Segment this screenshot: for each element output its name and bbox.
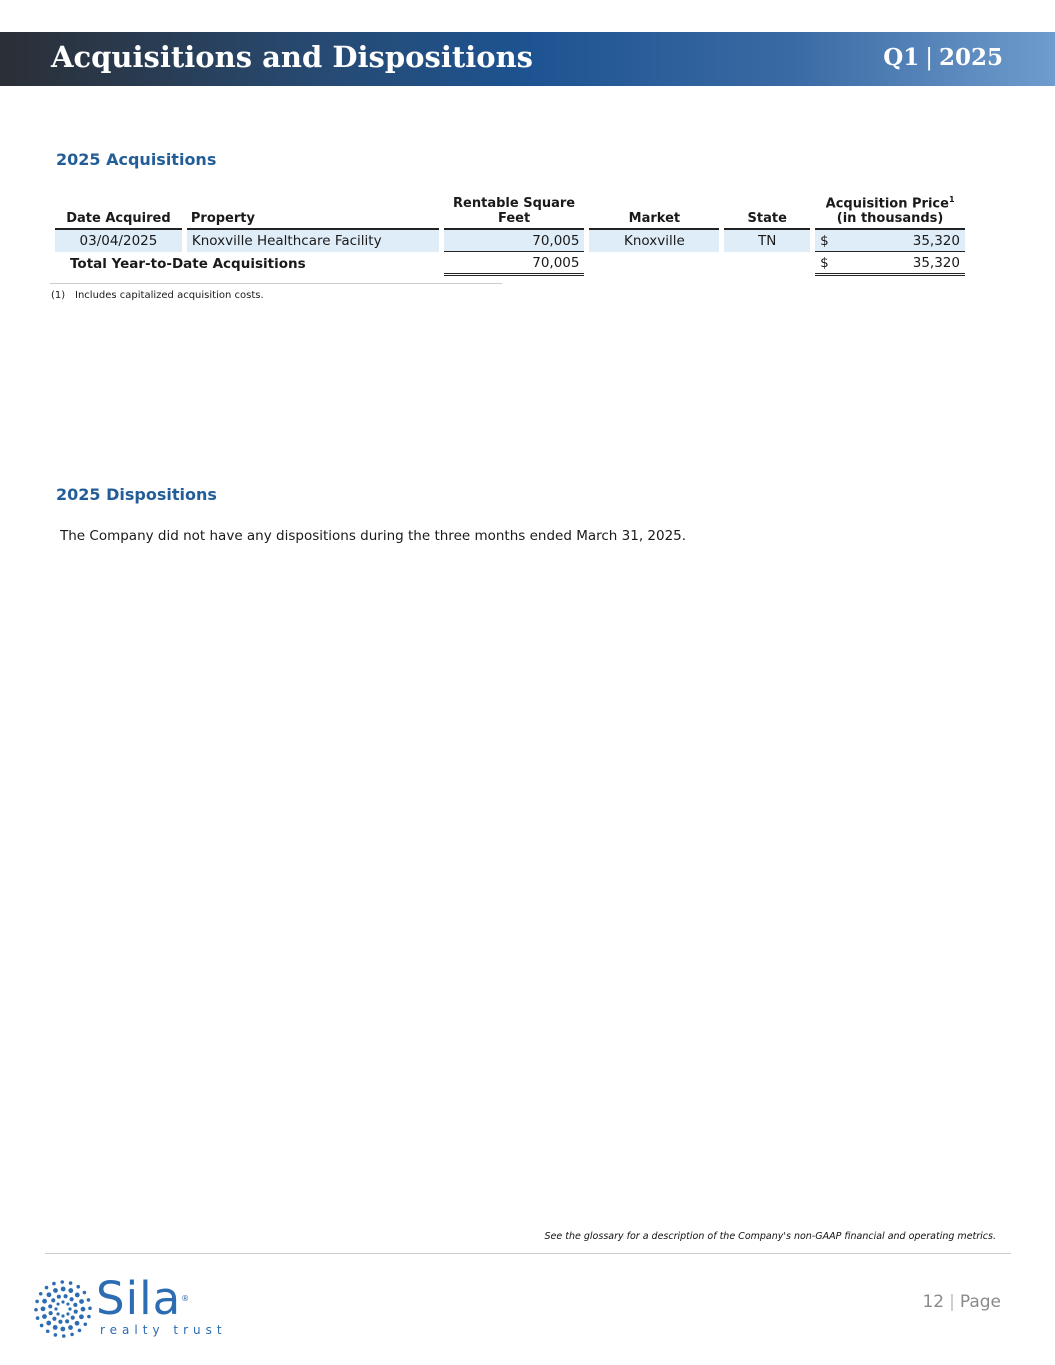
logo-dot [48, 1304, 52, 1308]
logo-dot [52, 1282, 56, 1286]
logo-dot [39, 1292, 43, 1296]
logo-dot [36, 1316, 40, 1320]
total-acquisition-price [815, 252, 965, 276]
total-row [55, 252, 965, 276]
logo-dot [52, 1317, 56, 1321]
col-rentable-square-feet: Rentable Square Feet [444, 192, 585, 230]
cell-state: TN [724, 230, 810, 252]
cell-market: Knoxville [589, 230, 719, 252]
logo-dot [61, 1300, 64, 1303]
logo-dot [42, 1314, 47, 1319]
logo-dot [79, 1299, 84, 1304]
glossary-note: See the glossary for a description of the Company's non-GAAP financial and operating metrics. [544, 1231, 996, 1242]
footnote [51, 290, 264, 301]
logo-dot [57, 1295, 61, 1299]
logo-dot [62, 1334, 66, 1338]
dispositions-section-title: 2025 Dispositions [56, 485, 217, 504]
col-market: Market [589, 192, 719, 230]
header-banner [0, 32, 1055, 86]
total-currency-symbol: $ [820, 254, 829, 271]
logo-dot [60, 1327, 65, 1332]
logo-dot [60, 1280, 64, 1284]
logo-dot [54, 1307, 57, 1310]
logo-dot [74, 1309, 78, 1313]
col-acquisition-price [815, 192, 965, 230]
cell-acquisition-price [815, 230, 965, 252]
logo-dot [54, 1333, 58, 1337]
logo-dot [83, 1291, 87, 1295]
price-value: 35,320 [912, 232, 960, 249]
logo-dot [68, 1288, 73, 1293]
logo-dot [34, 1308, 38, 1312]
cell-property: Knoxville Healthcare Facility [187, 230, 439, 252]
logo-dot [56, 1312, 59, 1315]
logo-dot [70, 1333, 74, 1337]
cell-rentable-square-feet: 70,005 [444, 230, 585, 252]
logo-dot [45, 1286, 49, 1290]
period-separator: | [925, 45, 933, 71]
logo-dot [58, 1320, 62, 1324]
total-price-value: 35,320 [912, 254, 960, 271]
footnote-number: (1) [51, 290, 66, 301]
logo-dot [66, 1312, 69, 1315]
price-header-label: Acquisition Price [825, 196, 949, 212]
logo-dot [78, 1329, 82, 1333]
logo-dot [68, 1325, 73, 1330]
logo-dot [81, 1307, 86, 1312]
report-period [883, 44, 1003, 71]
logo-dot [35, 1300, 39, 1304]
price-header-unit: (in thousands) [836, 211, 944, 227]
logo-dot [75, 1321, 80, 1326]
page-number-value: 12 [922, 1292, 945, 1312]
logo-dot [40, 1324, 44, 1328]
logo-wordmark [96, 1272, 191, 1325]
logo-dot [66, 1302, 69, 1305]
table-header-row [55, 192, 965, 230]
logo-dot [61, 1287, 66, 1292]
logo-dot [76, 1285, 80, 1289]
currency-symbol: $ [820, 232, 829, 249]
page-label: Page [959, 1292, 1001, 1312]
col-property: Property [187, 192, 439, 230]
col-date-acquired: Date Acquired [55, 192, 182, 230]
logo-dot [87, 1298, 91, 1302]
footnote-marker: 1 [948, 195, 955, 204]
logo-dot [63, 1294, 67, 1298]
page-number [922, 1292, 1001, 1312]
col-state: State [724, 192, 810, 230]
logo-name: Sila [96, 1272, 182, 1325]
logo-dot [46, 1329, 50, 1333]
logo-dot [88, 1306, 92, 1310]
logo-dot [53, 1325, 58, 1330]
quarter-label: Q1 [883, 44, 920, 71]
acquisitions-section-title: 2025 Acquisitions [56, 150, 217, 169]
logo-dot [46, 1321, 51, 1326]
logo-dot [71, 1316, 75, 1320]
page-number-separator: | [949, 1292, 955, 1312]
logo-dot [41, 1306, 46, 1311]
logo-dot [83, 1322, 87, 1326]
cell-date-acquired: 03/04/2025 [55, 230, 182, 252]
footer-divider [45, 1253, 1011, 1254]
logo-dot [51, 1298, 55, 1302]
logo-dot [79, 1314, 84, 1319]
sunburst-icon [32, 1276, 96, 1342]
logo-dot [53, 1288, 58, 1293]
total-rentable-square-feet: 70,005 [444, 252, 585, 276]
logo-dot [65, 1319, 69, 1323]
logo-dot [75, 1293, 80, 1298]
total-label: Total Year-to-Date Acquisitions [70, 256, 306, 273]
logo-dot [42, 1299, 47, 1304]
logo-dot [61, 1314, 64, 1317]
logo-dot [87, 1315, 91, 1319]
logo-dot [68, 1307, 71, 1310]
dispositions-text: The Company did not have any dispositions during the three months ended March 31, 2025. [60, 528, 687, 544]
acquisitions-table [50, 192, 970, 276]
footnote-divider [50, 283, 502, 284]
logo-dot [47, 1292, 52, 1297]
company-logo [32, 1272, 227, 1342]
table-row [55, 230, 965, 252]
logo-registered-mark: ® [181, 1294, 191, 1303]
page-title: Acquisitions and Dispositions [51, 40, 534, 74]
footnote-text: Includes capitalized acquisition costs. [75, 290, 264, 301]
year-label: 2025 [938, 44, 1003, 71]
logo-dot [49, 1311, 53, 1315]
logo-dot [56, 1302, 59, 1305]
logo-dot [73, 1303, 77, 1307]
logo-dot [70, 1297, 74, 1301]
logo-dot [69, 1281, 73, 1285]
logo-tagline: realty trust [100, 1323, 227, 1337]
